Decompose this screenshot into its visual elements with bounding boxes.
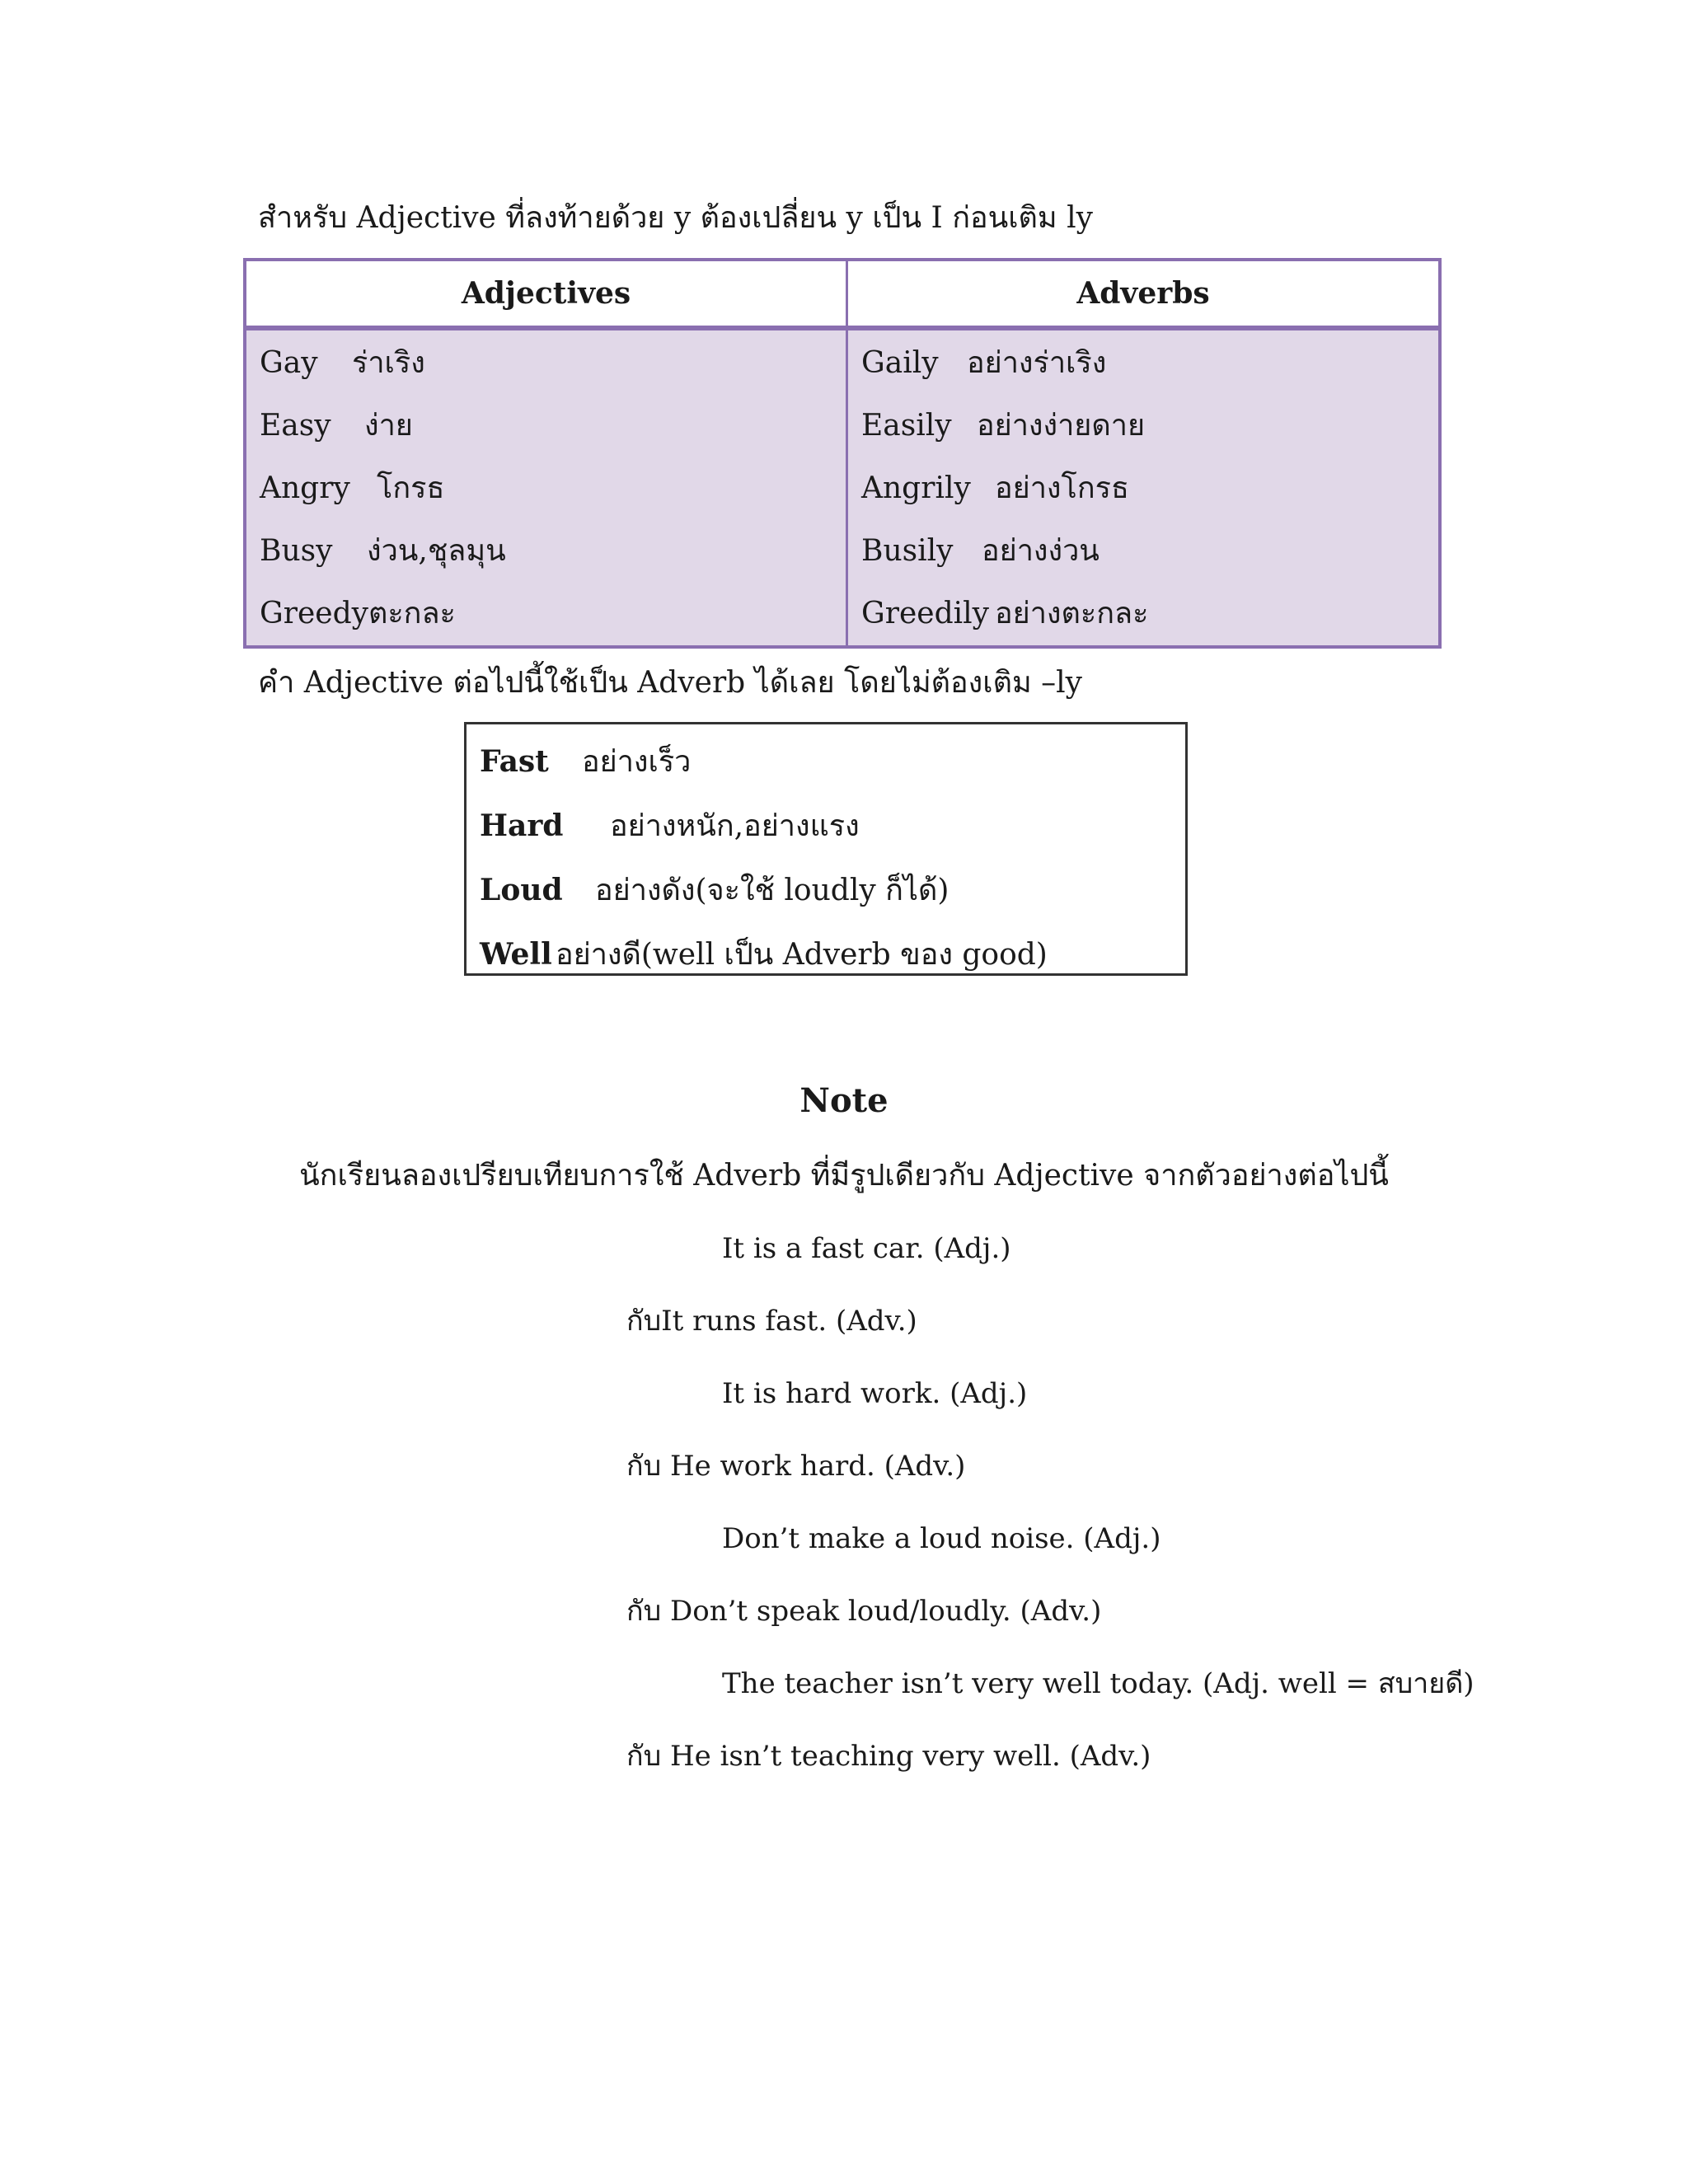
list-item [260, 395, 846, 457]
header-adjectives: Adjectives [245, 260, 847, 328]
list-item [861, 332, 1438, 395]
adverb-word: Hard [480, 808, 564, 843]
table-header-row [245, 260, 1440, 328]
list-item [480, 922, 1185, 987]
adverb-meaning: อย่างหนัก,อย่างแรง [610, 809, 860, 843]
adverb-meaning: อย่างดี(well เป็น Adverb ของ good) [556, 938, 1048, 972]
table-body-row [245, 328, 1440, 647]
adjective-meaning: ง่าย [364, 409, 413, 443]
adverb-word: Busily [861, 534, 954, 568]
adjective-meaning: ร่าเริง [352, 346, 425, 380]
list-item [861, 395, 1438, 457]
adverb-meaning: อย่างเร็ว [582, 745, 692, 779]
list-item [260, 332, 846, 395]
second-intro-text: คำ Adjective ต่อไปนี้ใช้เป็น Adverb ได้เลย โดยไม่ต้องเติม –ly [258, 666, 1082, 700]
intro-text: สำหรับ Adjective ที่ลงท้ายด้วย y ต้องเปลี่ยน y เป็น I ก่อนเติม ly [258, 201, 1093, 235]
adjective-adverb-table [243, 258, 1442, 649]
list-item [260, 520, 846, 583]
adjective-meaning: โกรธ [377, 471, 445, 505]
note-title: Note [799, 1081, 889, 1120]
example-sentence: It is hard work. (Adj.) [722, 1377, 1028, 1410]
adverb-meaning: อย่างตะกละ [995, 597, 1149, 630]
note-intro: นักเรียนลองเปรียบเทียบการใช้ Adverb ที่มีรูปเดียวกับ Adjective จากตัวอย่างต่อไปนี้ [299, 1159, 1389, 1193]
adverb-word: Fast [480, 744, 549, 779]
adverb-meaning: อย่างโกรธ [995, 471, 1129, 505]
example-sentence: กับ He isn’t teaching very well. (Adv.) [626, 1740, 1151, 1773]
adverb-meaning: อย่างง่วน [982, 534, 1100, 568]
header-adverbs: Adverbs [847, 260, 1441, 328]
adjective-word: Gay [260, 346, 318, 380]
adjectives-column [245, 328, 847, 647]
adverb-word: Easily [861, 409, 952, 443]
list-item [480, 858, 1185, 922]
list-item [861, 583, 1438, 645]
adjective-word: Greedy [260, 597, 368, 630]
adverb-meaning: อย่างร่าเริง [967, 346, 1107, 380]
list-item [480, 794, 1185, 858]
example-sentence: กับ He work hard. (Adv.) [626, 1450, 966, 1483]
adverb-meaning: อย่างง่ายดาย [977, 409, 1146, 443]
adverb-word: Gaily [861, 346, 939, 380]
example-sentence: กับ Don’t speak loud/loudly. (Adv.) [626, 1595, 1102, 1628]
adverb-word: Angrily [861, 471, 971, 505]
example-sentence: It is a fast car. (Adj.) [722, 1232, 1011, 1265]
adverb-word: Well [480, 937, 552, 972]
adverbs-column [847, 328, 1441, 647]
list-item [260, 583, 846, 645]
adjective-word: Busy [260, 534, 333, 568]
list-item [260, 457, 846, 520]
adverb-meaning: อย่างดัง(จะใช้ loudly ก็ได้) [595, 874, 950, 907]
adjective-meaning: ง่วน,ชุลมุน [367, 534, 506, 568]
adverb-word: Greedily [861, 597, 989, 630]
list-item [480, 729, 1185, 794]
adjective-word: Angry [260, 471, 350, 505]
list-item [861, 457, 1438, 520]
example-sentence: The teacher isn’t very well today. (Adj. well = สบายดี) [722, 1667, 1475, 1700]
adjective-word: Easy [260, 409, 331, 443]
list-item [861, 520, 1438, 583]
adverb-word: Loud [480, 873, 563, 907]
adjective-meaning: ตะกละ [368, 597, 456, 630]
example-sentence: Don’t make a loud noise. (Adj.) [722, 1522, 1161, 1555]
no-ly-box [464, 722, 1188, 976]
example-sentence: กับIt runs fast. (Adv.) [626, 1305, 917, 1338]
